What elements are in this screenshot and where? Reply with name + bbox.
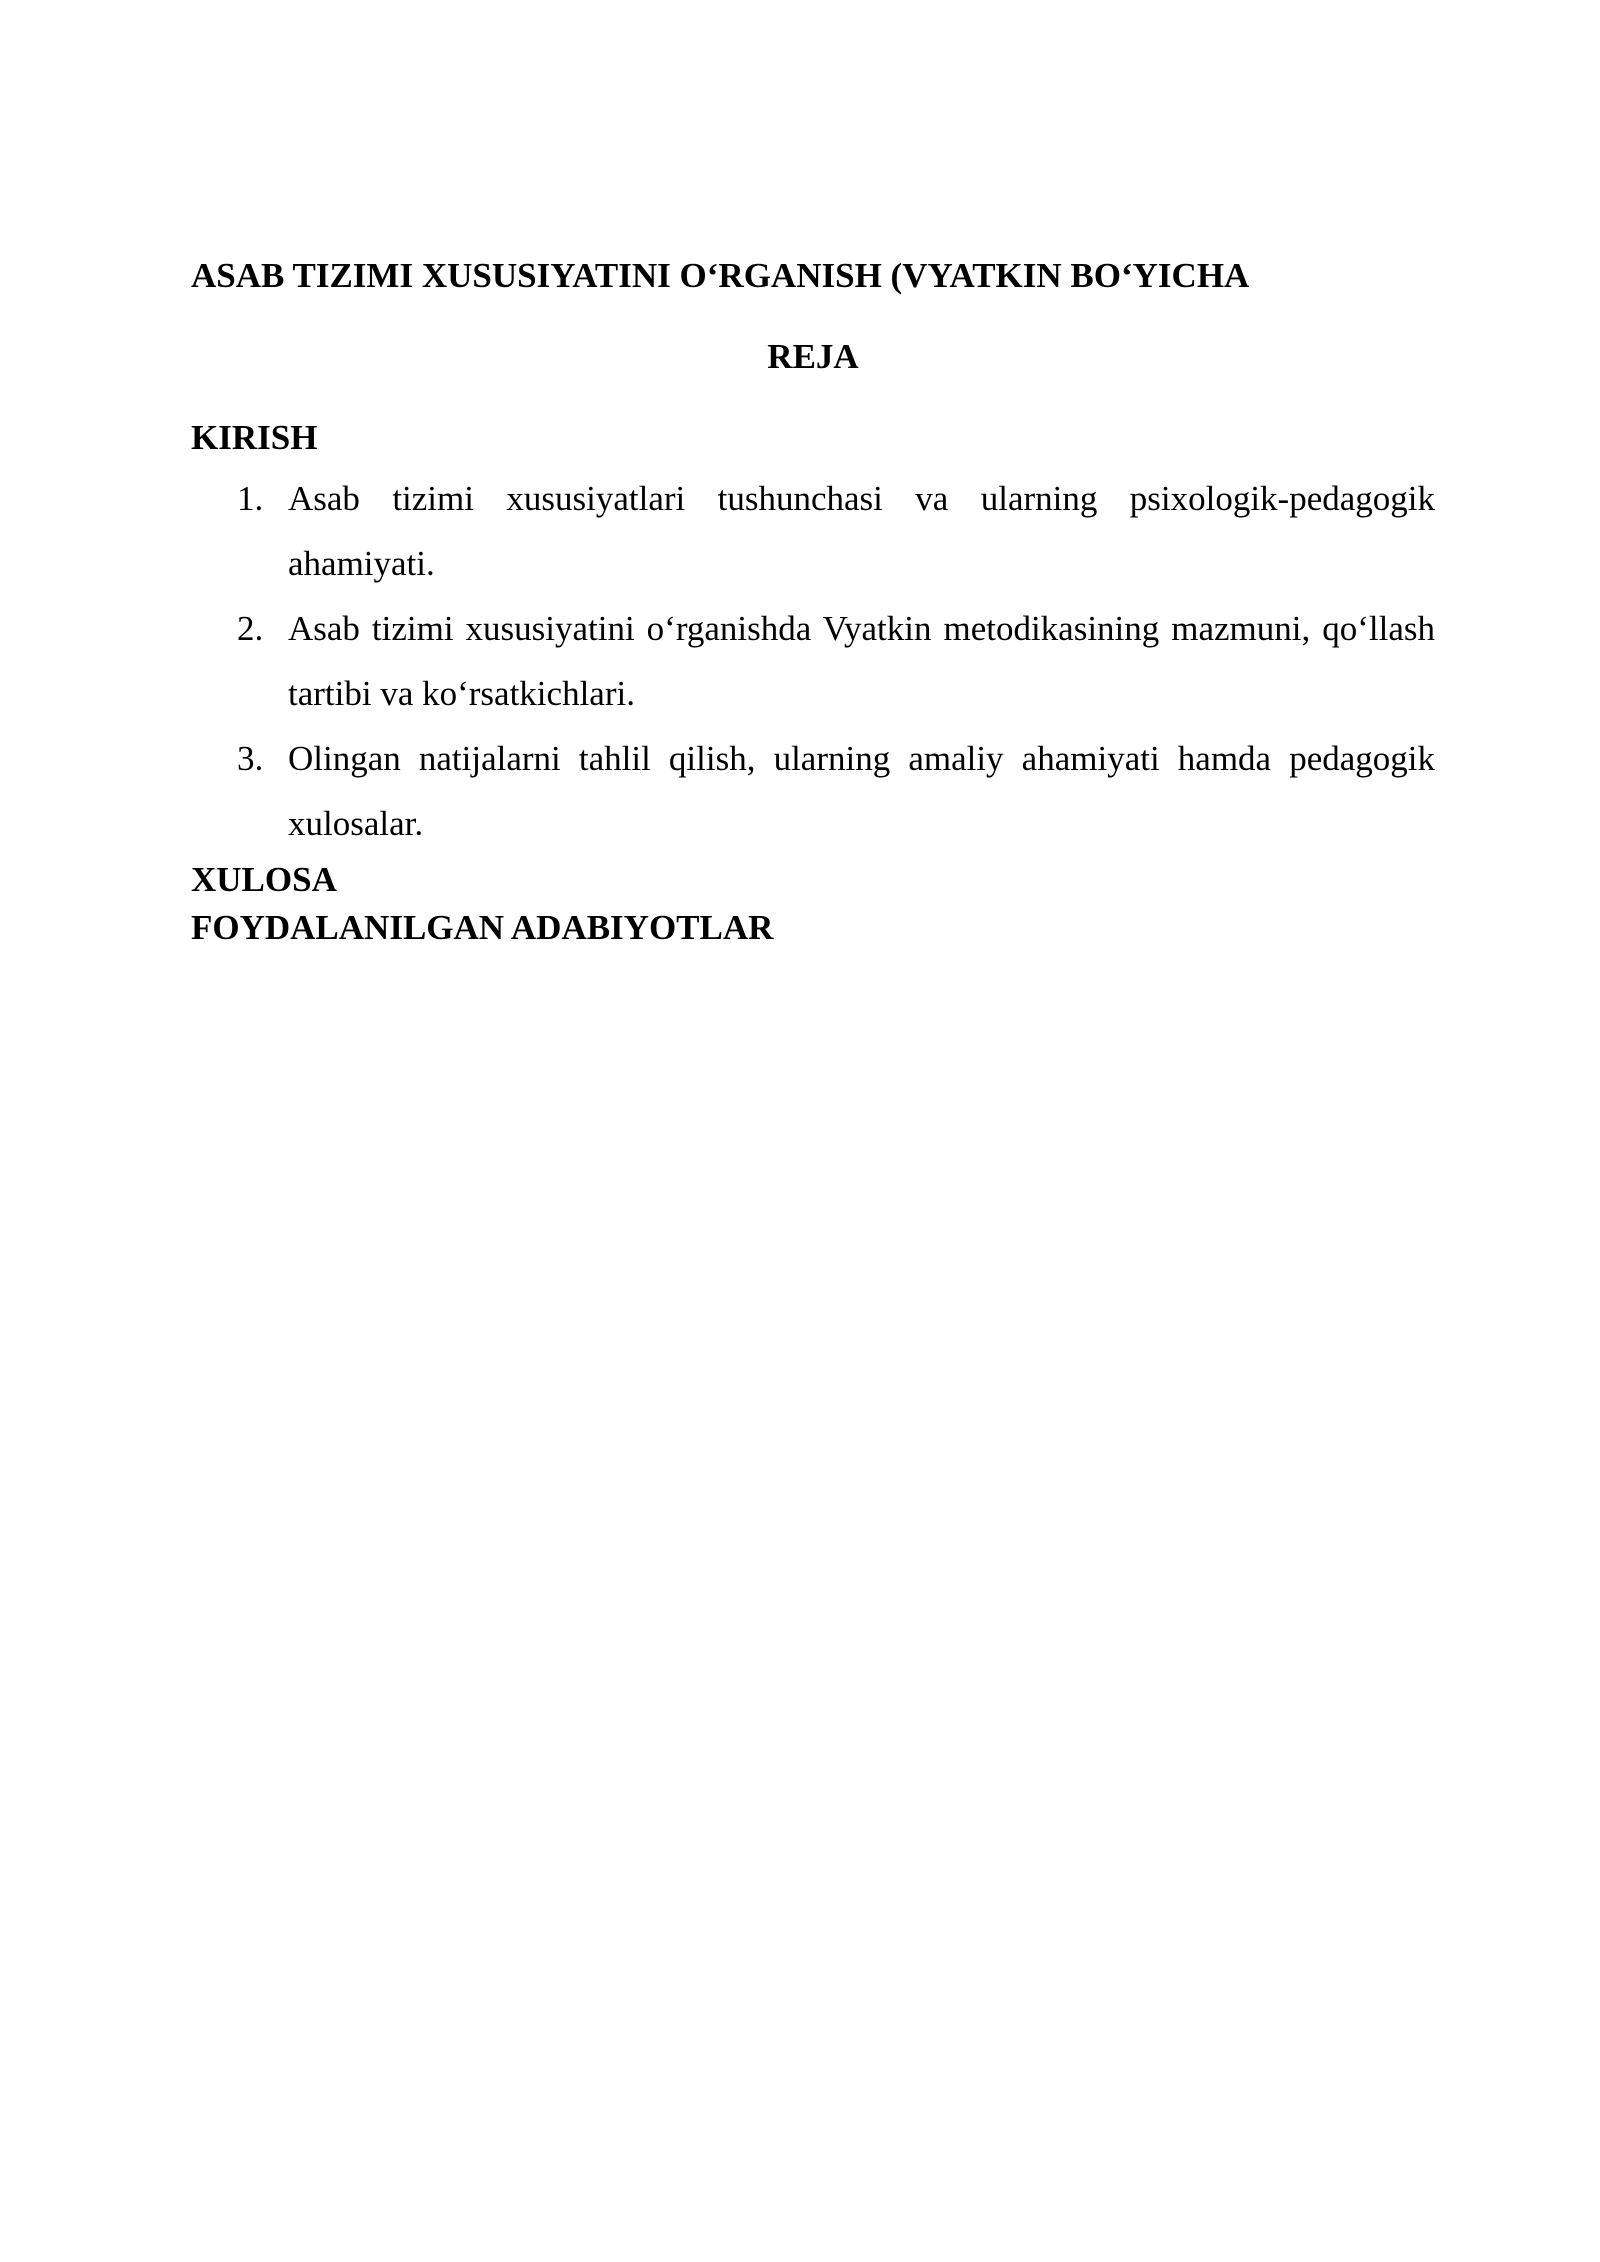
conclusion-heading: XULOSA: [191, 860, 337, 899]
plan-list: [191, 466, 1435, 856]
plan-item-text: Olingan natijalarni tahlil qilish, ularning amaliy ahamiyati hamda pedagogik xulosalar.: [288, 739, 1435, 843]
document-content: [191, 252, 1435, 952]
plan-item-text: Asab tizimi xususiyatini o‘rganishda Vyatkin metodikasining mazmuni, qo‘llash tartibi va ko‘rsatkichlari.: [288, 609, 1435, 713]
plan-item-2: [191, 596, 1435, 726]
plan-item-1: [191, 466, 1435, 596]
plan-heading: REJA: [767, 337, 859, 376]
intro-heading: KIRISH: [191, 418, 318, 457]
plan-item-number: 3.: [237, 739, 264, 778]
plan-item-number: 2.: [237, 609, 264, 648]
plan-item-3: [191, 726, 1435, 856]
references-heading: FOYDALANILGAN ADABIYOTLAR: [191, 908, 774, 947]
plan-item-text: Asab tizimi xususiyatlari tushunchasi va ularning psixologik-pedagogik ahamiyati.: [288, 479, 1435, 583]
plan-item-number: 1.: [237, 479, 264, 518]
document-title: ASAB TIZIMI XUSUSIYATINI O‘RGANISH (VYATKIN BO‘YICHA: [191, 256, 1250, 295]
